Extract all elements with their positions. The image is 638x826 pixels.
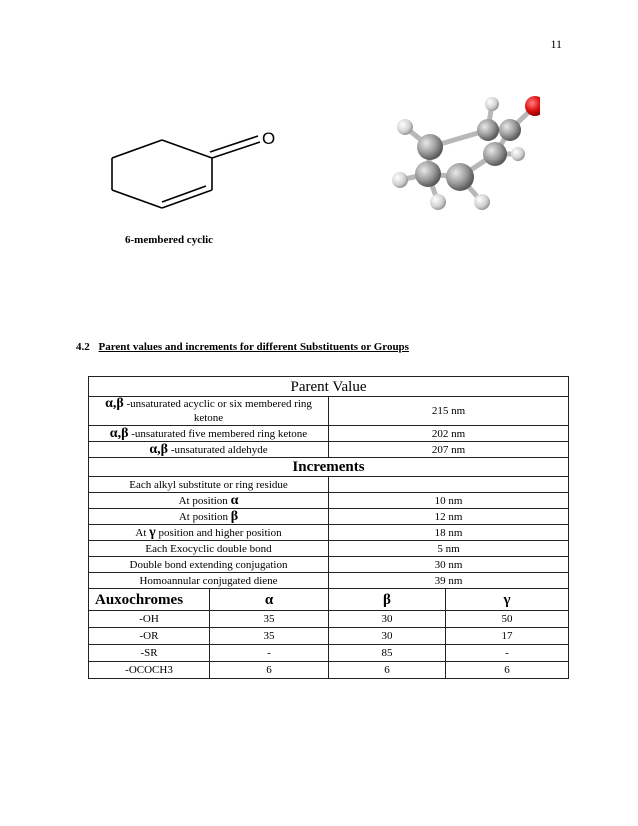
increment-row-text: Each alkyl substitute or ring residue [129,478,288,491]
aux-group: -OH [89,611,210,628]
increment-row-value: 5 nm [329,541,569,557]
aux-alpha: - [210,645,329,662]
increment-row-text: Each Exocyclic double bond [145,542,272,555]
aux-gamma: - [446,645,569,662]
aux-gamma: 6 [446,662,569,679]
increment-row-text: Double bond extending conjugation [129,558,288,571]
increment-row-greek: α [230,492,239,508]
parent-value-header: Parent Value [89,377,569,397]
parent-row-desc [89,442,329,458]
parent-row-greek: α,β [109,425,129,441]
aux-gamma: 17 [446,628,569,645]
aux-gamma: 50 [446,611,569,628]
increments-header: Increments [89,458,569,477]
section-title: Parent values and increments for different Substituents or Groups [98,341,409,353]
increment-row-greek: γ [149,524,156,540]
parent-row-value: 207 nm [329,442,569,458]
beta-header: β [329,589,446,611]
ball-and-stick-model [370,92,540,222]
increment-row-desc [89,525,329,541]
increment-row-desc [89,557,329,573]
structure-caption: 6-membered cyclic [125,234,214,246]
aux-beta: 30 [329,611,446,628]
increment-row-value: 30 nm [329,557,569,573]
increment-row-desc [89,541,329,557]
parent-row-text: -unsaturated aldehyde [168,443,268,456]
aux-alpha: 6 [210,662,329,679]
parent-row-value: 202 nm [329,426,569,442]
oxygen-label: O [262,129,276,148]
increment-row-value: 39 nm [329,573,569,589]
increment-row-text: Homoannular conjugated diene [139,574,278,587]
parent-row-text: -unsaturated acyclic or six membered ring ketone [123,398,312,424]
increment-row-text: At position [178,494,231,507]
aux-alpha: 35 [210,611,329,628]
cyclohexenone-structure [100,118,290,218]
gamma-header: γ [446,589,569,611]
parent-row-greek: α,β [105,396,124,411]
increment-row-text: At position [178,510,231,523]
aux-beta: 30 [329,628,446,645]
parent-row-value: 215 nm [329,397,569,426]
parent-row-text: -unsaturated five membered ring ketone [128,427,308,440]
parent-row-desc [89,426,329,442]
increment-row-value: 10 nm [329,493,569,509]
increment-row-value: 12 nm [329,509,569,525]
increment-row-value [329,477,569,493]
aux-group: -SR [89,645,210,662]
aux-beta: 6 [329,662,446,679]
parent-row-desc [89,397,329,426]
increment-row-text: At [135,526,150,539]
increment-row-desc [89,477,329,493]
increment-row-desc [89,573,329,589]
parent-row-greek: α,β [149,441,169,457]
increment-row-value: 18 nm [329,525,569,541]
aux-group: -OR [89,628,210,645]
aux-beta: 85 [329,645,446,662]
substituent-table [88,376,569,679]
section-heading [76,341,409,353]
increment-row-text-post: position and higher position [155,526,282,539]
increment-row-desc [89,509,329,525]
page-number: 11 [550,37,562,51]
aux-alpha: 35 [210,628,329,645]
increment-row-desc [89,493,329,509]
alpha-header: α [210,589,329,611]
section-number: 4.2 [76,341,90,353]
increment-row-greek: β [230,508,239,524]
aux-group: -OCOCH3 [89,662,210,679]
auxochromes-header: Auxochromes [89,589,210,611]
